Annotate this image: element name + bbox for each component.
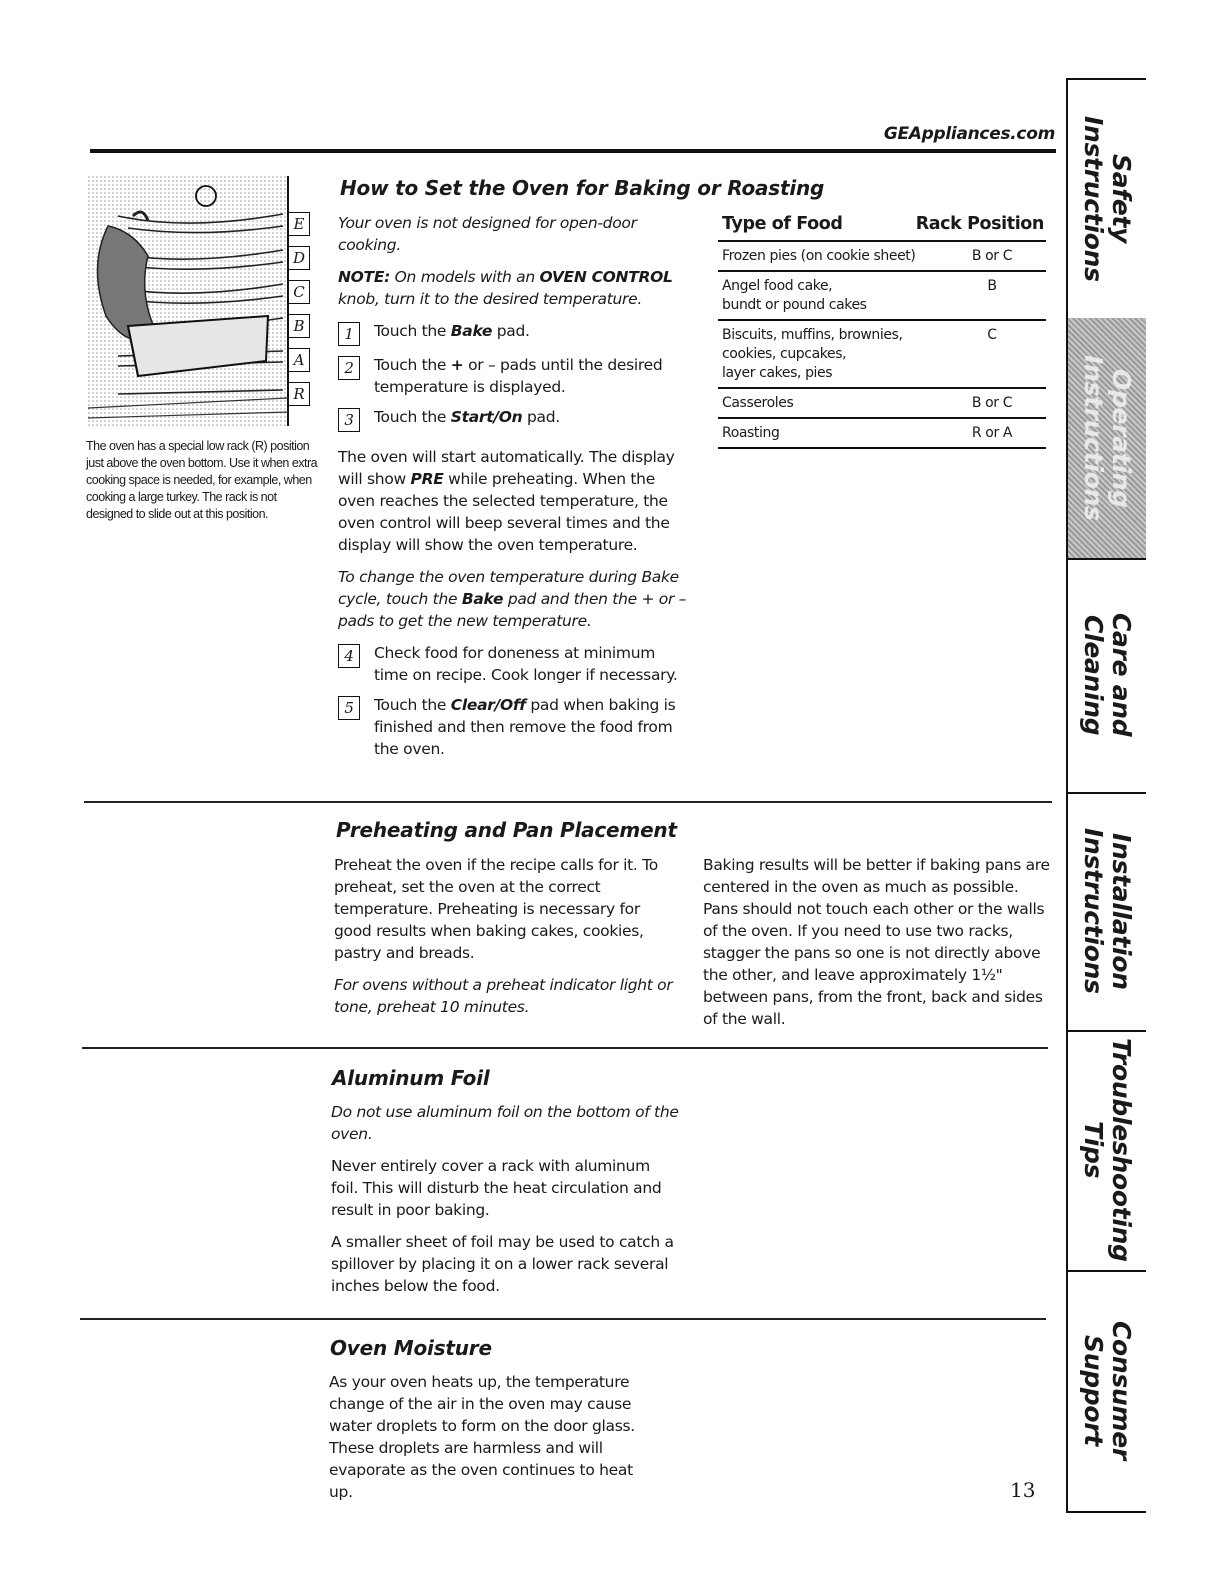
tab-care-and-cleaning[interactable] [1068,558,1146,794]
step-4 [338,642,693,686]
rack-letter-C: C [288,280,310,304]
tab-label: Safety Instructions [1079,116,1136,282]
step-number: 3 [338,408,360,432]
step-number: 5 [338,696,360,720]
foil-section-body [331,1101,681,1307]
step-5 [338,694,693,760]
section-tabs [1066,78,1146,1513]
preheat-left-column [334,854,679,1028]
step-number: 2 [338,356,360,380]
preheat-paragraph-1: Preheat the oven if the recipe calls for it. To preheat, set the oven at the correct temperature. Preheating is necessary for good results when baking cakes, cookies, pastry and breads. [334,856,658,962]
step-text: Touch the Bake pad. [374,322,530,340]
tab-consumer-support[interactable] [1068,1270,1146,1511]
baking-section-title: How to Set the Oven for Baking or Roasting [340,176,825,200]
tab-safety-instructions[interactable] [1068,80,1146,320]
site-url: GEAppliances.com [883,124,1055,144]
step-text: Touch the Start/On pad. [374,408,560,426]
rack-letter-A: A [288,348,310,372]
tab-label: Care and Cleaning [1079,613,1136,737]
section-divider [82,1047,1048,1049]
tab-label: Operating Instructions [1079,355,1136,521]
tab-label: Troubleshooting Tips [1079,1038,1136,1262]
step-number: 1 [338,322,360,346]
rack-letter-E: E [288,212,310,236]
tab-troubleshooting-tips[interactable] [1068,1030,1146,1272]
rack-letter-D: D [288,246,310,270]
step-number: 4 [338,644,360,668]
header-food: Type of Food [722,214,843,234]
figure-caption: The oven has a special low rack (R) position just above the oven bottom. Use it when extra cooking space is needed, for example, when cooking a large turkey. The rack is not designed to slide out at this position. [86,439,318,521]
table-header [718,214,1046,242]
table-row: Angel food cake, bundt or pound cakes B [718,272,1046,321]
oven-rack-drawing [88,176,318,431]
foil-paragraph-2: Never entirely cover a rack with aluminum foil. This will disturb the heat circulation and result in poor baking. [331,1157,662,1219]
table-row: Casseroles B or C [718,389,1046,419]
section-divider [80,1318,1046,1320]
tab-label: Installation Instructions [1079,828,1136,994]
rack-letter-R: R [288,382,310,406]
tab-label: Consumer Support [1079,1321,1136,1460]
moisture-paragraph: As your oven heats up, the temperature change of the air in the oven may cause water droplets to form on the door glass. These droplets are harmless and will evaporate as the oven continues to heat up. [329,1373,635,1501]
baking-section-body [338,212,693,768]
preheat-right-column [703,854,1055,1040]
change-temp-text: To change the oven temperature during Bake cycle, touch the Bake pad and then the + or – pads to get the new temperature. [338,568,687,630]
oven-control-note: NOTE: On models with an OVEN CONTROL knob, turn it to the desired temperature. [338,268,673,308]
foil-paragraph-3: A smaller sheet of foil may be used to catch a spillover by placing it on a lower rack several inches below the food. [331,1233,674,1295]
step-3 [338,406,693,432]
step-text: Touch the Clear/Off pad when baking is finished and then remove the food from the oven. [374,696,676,758]
section-divider [84,801,1052,803]
moisture-section-title: Oven Moisture [330,1336,492,1360]
step-text: Touch the + or – pads until the desired temperature is displayed. [374,356,663,396]
table-row: Roasting R or A [718,419,1046,449]
page-number: 13 [1010,1478,1036,1502]
tab-installation-instructions[interactable] [1068,792,1146,1032]
table-row: Frozen pies (on cookie sheet) B or C [718,242,1046,272]
step-1 [338,320,693,346]
table-row: Biscuits, muffins, brownies, cookies, cupcakes, layer cakes, pies C [718,321,1046,389]
preheat-section-title: Preheating and Pan Placement [336,818,677,842]
step-text: Check food for doneness at minimum time on recipe. Cook longer if necessary. [374,644,678,684]
step-2 [338,354,693,398]
moisture-section-body [329,1371,649,1513]
preheat-paragraph-2: For ovens without a preheat indicator light or tone, preheat 10 minutes. [334,976,673,1016]
foil-paragraph-1: Do not use aluminum foil on the bottom of the oven. [331,1103,679,1143]
rack-position-table [718,214,1046,449]
rack-letter-B: B [288,314,310,338]
oven-rack-illustration [88,176,318,431]
pan-placement-paragraph: Baking results will be better if baking pans are centered in the oven as much as possible. Pans should not touch each other or the walls of the oven. If you need to use two racks, stagger the pans so one is not directly above the other, and leave approximately 1½" between pans, from the front, back and sides of the wall. [703,856,1050,1028]
foil-section-title: Aluminum Foil [332,1066,490,1090]
tab-operating-instructions[interactable] [1068,318,1146,560]
open-door-note: Your oven is not designed for open-door cooking. [338,214,637,254]
header-rule [90,149,1056,153]
auto-start-text: The oven will start automatically. The display will show PRE while preheating. When the oven reaches the selected temperature, the oven control will beep several times and the display will show the oven temperature. [338,448,675,554]
header-position: Rack Position [915,214,1044,234]
